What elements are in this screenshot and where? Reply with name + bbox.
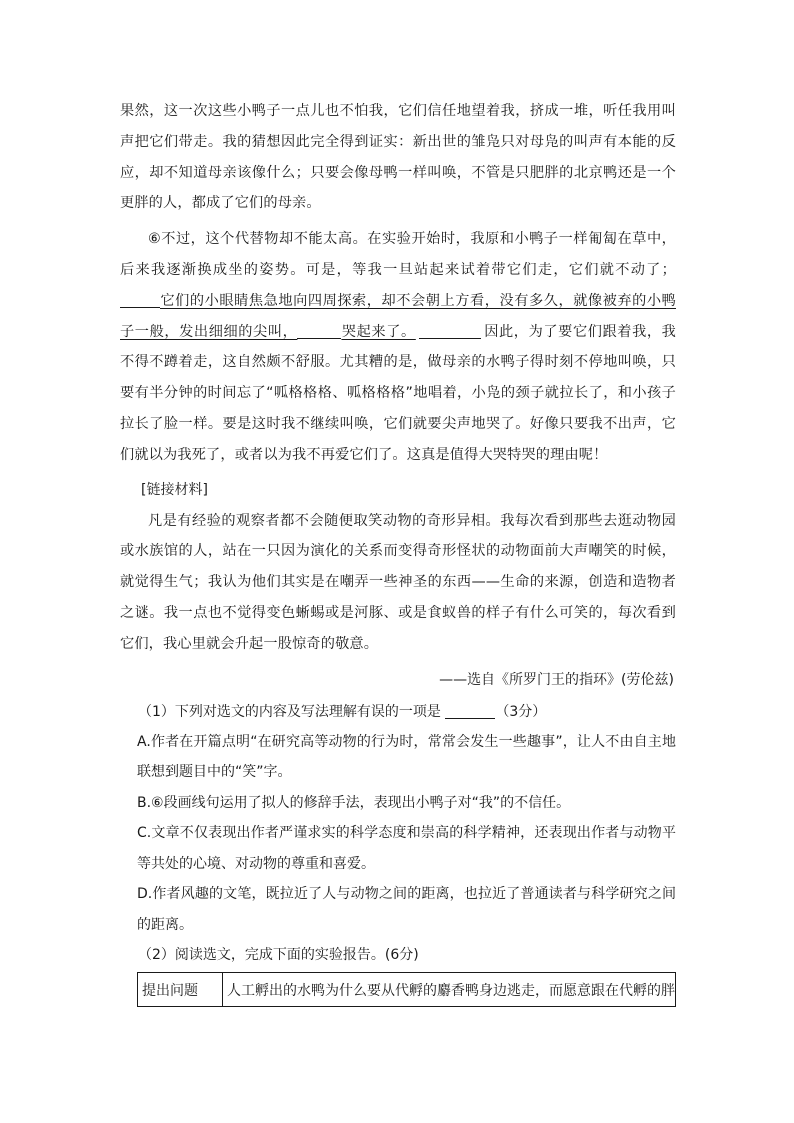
question-2: （2）阅读选文，完成下面的实验报告。(6分) <box>138 947 419 964</box>
question-1 <box>120 697 676 727</box>
fill-blank-1 <box>120 289 160 308</box>
link-material-text: 凡是有经验的观察者都不会随便取笑动物的奇形异相。我每次看到那些去逛动物园或水族馆的人，站在一只因为演化的关系而变得奇形怪状的动物面前大声嘲笑的时候，就觉得生气；我认为他们其实是在嘲弄一些神圣的东西——生命的来源，创造和造物者之谜。我一点也不觉得变色蜥蜴或是河豚、或是食蚁兽的样子有什么可笑的，每次看到它们，我心里就会升起一股惊奇的敬意。 <box>120 512 676 652</box>
option-d: D.作者风趣的文笔，既拉近了人与动物之间的距离，也拉近了普通读者与科学研究之间的距离。 <box>137 886 676 933</box>
underlined-sentence-1: 它们的小眼睛焦急地向四周探索，却不会朝上方看，没有多久，就像被弃的小鸭子一般，发出细细的尖叫， <box>120 292 676 340</box>
underlined-sentence-2: 哭起来了。 <box>341 323 416 340</box>
fill-blank-2 <box>297 320 341 339</box>
answer-blank-q1 <box>445 700 495 719</box>
report-header-cell: 提出问题 <box>138 973 223 1007</box>
experiment-report-table <box>137 972 676 1007</box>
paragraph-6-text-a: ⑥不过，这个代替物却不能太高。在实验开始时，我原和小鸭子一样匍匐在草中，后来我逐渐换成坐的姿势。可是，等我一旦站起来试着带它们走，它们就不动了； <box>120 231 676 278</box>
paragraph-6 <box>120 224 676 470</box>
paragraph-5-text: 果然，这一次这些小鸭子一点儿也不怕我，它们信任地望着我，挤成一堆，听任我用叫声把它们带走。我的猜想因此完全得到证实：新出世的雏凫只对母凫的叫声有本能的反应，却不知道母亲该像什么；只要会像母鸭一样叫唤，不管是只肥胖的北京鸭还是一个更胖的人，都成了它们的母亲。 <box>120 103 676 212</box>
option-c: C.文章不仅表现出作者严谨求实的科学态度和崇高的科学精神，还表现出作者与动物平等共处的心境、对动物的尊重和喜爱。 <box>137 825 676 872</box>
source-citation: ——选自《所罗门王的指环》(劳伦兹) <box>439 671 674 688</box>
option-a: A.作者在开篇点明“在研究高等动物的行为时，常常会发生一些趣事”，让人不由自主地联想到题目中的“笑”字。 <box>137 733 676 781</box>
option-b: B.⑥段画线句运用了拟人的修辞手法，表现出小鸭子对“我”的不信任。 <box>137 794 571 811</box>
paragraph-6-text-b: 因此，为了要它们跟着我，我不得不蹲着走，这自然颇不舒服。尤其糟的是，做母亲的水鸭子得时刻不停地叫唤，只要有半分钟的时间忘了“呱格格格、呱格格格”地唱着，小凫的颈子就拉长了，和小孩子拉长了脸一样。要是这时我不继续叫唤，它们就要尖声地哭了。好像只要我不出声，它们就以为我死了，或者以为我不再爱它们了。这真是值得大哭特哭的理由呢！ <box>120 323 676 463</box>
fill-blank-3 <box>419 320 481 339</box>
paragraph-5 <box>120 96 676 219</box>
question-1-text: （1）下列对选文的内容及写法理解有误的一项是 <box>138 703 441 720</box>
question-1-score: （3分） <box>495 703 547 720</box>
table-row <box>138 973 676 1007</box>
link-material-label: [链接材料] <box>141 481 208 498</box>
report-content-cell: 人工孵出的水鸭为什么要从代孵的麝香鸭身边逃走，而愿意跟在代孵的胖 <box>223 973 676 1007</box>
passage-body <box>120 96 676 970</box>
